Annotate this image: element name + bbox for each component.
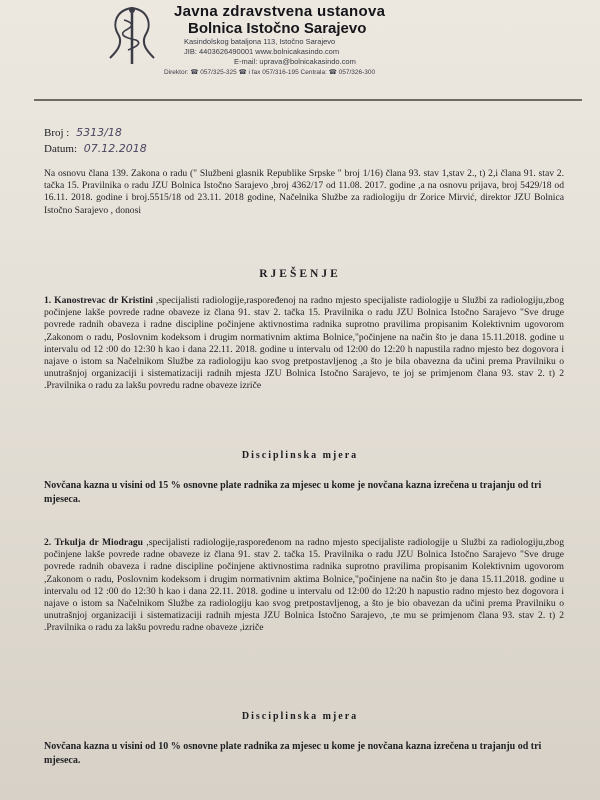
datum-value: 07.12.2018	[83, 142, 147, 155]
item-2-name: 2. Trkulja dr Miodragu	[44, 537, 144, 548]
item-1-paragraph	[44, 295, 564, 393]
item-1-measure-title: Disciplinska mjera	[241, 450, 359, 461]
institution-name-line1: Javna zdravstvena ustanova	[174, 3, 386, 20]
datum-label: Datum:	[44, 143, 77, 155]
item-1-text: ,specijalisti radiologije,raspoređenoj na radno mjesto specijaliste radiologije u Službi za radiologiju,zbog počinjene lakše povrede radne obaveze iz člana 91. stav 2. tačka 15. Pravilnika o radu JZU Bolnica Istočno Sarajevo "Sve druge povrede radnih obaveza i radne discipline počinjene aktivnostima radnika suprotno pravilima propisanim Kolektivnim ugovorom ,Zakonom o radu, Poslovnim kodeksom i drugim normativnim aktima Bolnice,"počinjene na način što je dana 15.11.2018. godine u intervalu od 12 :00 do 12:30 h kao i dana 22.11. 2018. godine u intervalu od 12:00 do 12:20 h napustila radno mjesto bez dogovora i najave o istom sa Načelnikom Službe za radiologiju kao svog pretpostavljenog ,a što je bila obavezna da učini prema Pravilniku o unutrašnjoj organizaciji i sistematizaciji radnih mjesta JZU Bolnica Istočno Sarajevo, te joj se primjenom člana 93. stav 2. t) 2 .Pravilnika o radu za lakšu povredu radne obaveze izriče	[44, 295, 564, 392]
institution-address: Kasindolskog bataljona 113, Istočno Sarajevo	[184, 37, 336, 46]
preamble-paragraph: Na osnovu člana 139. Zakona o radu (" Službeni glasnik Republike Srpske " broj 1/16) člana 93. stav 1,stav 2., t) 2,i člana 91. stav 2. tačka 15. Pravilnika o radu JZU Bolnica Istočno Sarajevo ,broj 4362/17 od 11.08. 2017. godine ,a na osnovu prijava, broj 5429/18 od 16.11. 2018. godine i broj.5515/18 od 23.11. 2018 godine, Načelnika Službe za radiologiju dr Zorice Mirvić, direktor JZU Bolnica Istočno Sarajevo , donosi	[44, 168, 564, 216]
item-1-name: 1. Kanostrevac dr Kristini	[44, 295, 153, 306]
item-1-penalty: Novčana kazna u visini od 15 % osnovne plate radnika za mjesec u kome je novčana kazna izrečena u trajanju od tri mjeseca.	[44, 480, 542, 505]
institution-email: E-mail: uprava@bolnicakasindo.com	[234, 57, 356, 66]
institution-name-line2: Bolnica Istočno Sarajevo	[188, 20, 367, 37]
reference-date	[44, 142, 147, 155]
institution-jib-web: JIB: 4403626490001 www.bolnicakasindo.com	[184, 47, 340, 56]
item-2-penalty: Novčana kazna u visini od 10 % osnovne plate radnika za mjesec u kome je novčana kazna izrečena u trajanju od tri mjeseca.	[44, 741, 542, 766]
hospital-emblem-icon	[104, 4, 160, 66]
letterhead	[164, 3, 434, 76]
item-2-paragraph	[44, 537, 564, 635]
header-divider	[34, 99, 582, 101]
item-2-measure-title: Disciplinska mjera	[241, 711, 359, 722]
broj-value: 5313/18	[76, 126, 122, 139]
item-2-text: ,specijalisti radiologije,raspoređenom na radno mjesto specijaliste radiologije u Službi za radiologiju,zbog počinjene lakše povrede radne obaveze iz člana 91. stav 2. tačka 15. Pravilnika o radu JZU Bolnica Istočno Sarajevo "Sve druge povrede radnih obaveza i radne discipline počinjene aktivnostima radnika suprotno pravilima propisanim Kolektivnim ugovorom ,Zakonom o radu, Poslovnim kodeksom i drugim normativnim aktima Bolnice,"počinjene na način što je dana 15.11.2018. godine u intervalu od 12 :00 do 12:30 h kao i dana 22.11. 2018. godine u intervalu od 12:00 do 12:20 h napustio radno mjesto bez dogovora i najave o istom sa Načelnikom Službe za radiologiju kao svog pretpostavljenog, a što je bio obavezan da učini prema Pravilniku o unutrašnjoj organizaciji i sistematizaciji radnih mjesta JZU Bolnica Istočno Sarajevo, ,te mu se primjenom člana 93. stav 2. t) 2 .Pravilnika o radu za lakšu povredu radne obaveze ,izriče	[44, 537, 564, 634]
reference-number	[44, 126, 122, 139]
decision-title: RJEŠENJE	[259, 268, 341, 280]
broj-label: Broj :	[44, 127, 70, 139]
institution-phones: Direktor: ☎ 057/325-325 ☎ i fax 057/316-195 Centrala: ☎ 057/326-300	[164, 69, 376, 76]
